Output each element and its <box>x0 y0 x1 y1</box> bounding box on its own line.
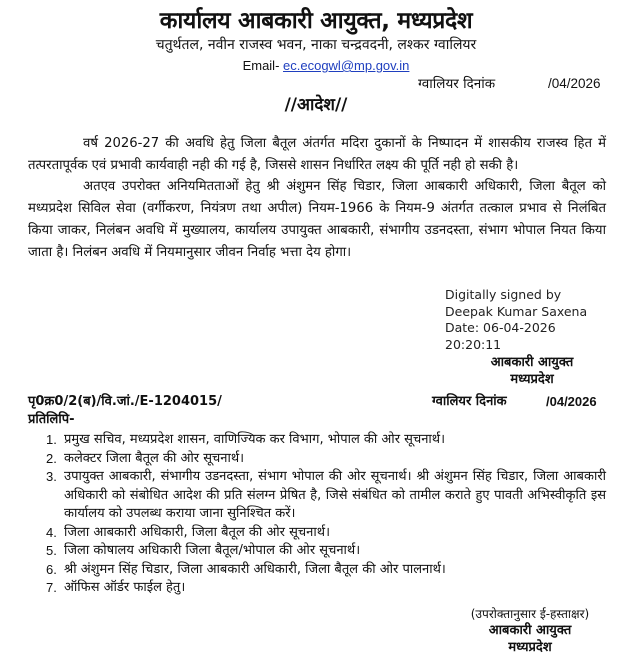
list-text: उपायुक्त आबकारी, संभागीय उडनदस्ता, संभाग भोपाल की ओर सूचनार्थ। श्री अंशुमन सिंह चिडार, जिला आबकारी अधिकारी को संबोधित आदेश की प्रति संलग्न प्रेषित है, जिसे संबंधित को तामील कराते हुए पावती अभिस्वीकृति इस कार्यालय को उपलब्ध कराया जाना सुनिश्चित करें। <box>64 469 606 521</box>
list-item <box>28 450 606 469</box>
endorsement-date: /04/2026 <box>546 394 597 409</box>
list-number: 3. <box>46 469 57 484</box>
list-item <box>28 431 606 450</box>
esign-note: (उपरोक्तानुसार ई-हस्ताक्षर) <box>470 607 590 621</box>
endorsement-place-date-label: ग्वालियर दिनांक <box>432 394 507 409</box>
signatory-block <box>447 354 617 388</box>
email-label: Email- <box>242 58 284 73</box>
list-number: 2. <box>46 450 57 466</box>
list-text: जिला आबकारी अधिकारी, जिला बैतूल की ओर सूचनार्थ। <box>64 524 330 540</box>
email-row <box>0 57 632 75</box>
signer-name: Deepak Kumar Saxena <box>445 303 588 319</box>
list-text: ऑफिस ऑर्डर फाईल हेतु। <box>64 580 186 595</box>
place-date-label: ग्वालियर दिनांक <box>418 76 496 92</box>
signatory-state: मध्यप्रदेश <box>510 372 554 387</box>
signature-time: 20:20:11 <box>445 336 502 352</box>
office-address: चतुर्थतल, नवीन राजस्व भवन, नाका चन्द्रवदनी, लश्कर ग्वालियर <box>155 37 477 53</box>
reference-number: पृ0क्र0/2(ब)/वि.जां./E-1204015/ <box>28 394 222 409</box>
order-heading: //आदेश// <box>284 95 348 115</box>
list-item <box>28 561 606 580</box>
list-text: श्री अंशुमन सिंह चिडार, जिला आबकारी अधिकारी, जिला बैतूल की ओर पालनार्थ। <box>64 561 446 577</box>
digital-signature-block <box>445 287 587 353</box>
endorsement-designation: आबकारी आयुक्त <box>488 623 572 638</box>
list-item <box>28 524 606 543</box>
place-date-row <box>418 74 618 94</box>
list-text: कलेक्टर जिला बैतूल की ओर सूचनार्थ। <box>64 450 245 466</box>
list-item <box>28 542 606 561</box>
order-paragraph-1: वर्ष 2026-27 की अवधि हेतु जिला बैतूल अंतर्गत मदिरा दुकानों के निष्पादन में शासकीय राजस्व हित में तत्परतापूर्वक एवं प्रभावी कार्यवाही नही की गई है, जिससे शासन निर्धारित लक्ष्य की पूर्ति नही हो सकी है। <box>28 136 606 173</box>
list-number: 5. <box>46 543 57 558</box>
list-number: 4. <box>46 524 57 540</box>
copy-to-list <box>28 431 606 598</box>
endorsement-signatory-block <box>445 622 615 656</box>
list-text: जिला कोषालय अधिकारी जिला बैतूल/भोपाल की ओर सूचनार्थ। <box>64 543 361 558</box>
endorsement-state: मध्यप्रदेश <box>508 640 552 655</box>
signatory-designation: आबकारी आयुक्त <box>490 355 574 370</box>
list-number: 7. <box>46 580 57 595</box>
email-link[interactable]: ec.ecogwl@mp.gov.in <box>283 58 410 73</box>
signature-line-1: Digitally signed by <box>445 287 562 302</box>
order-date: /04/2026 <box>548 76 601 91</box>
endorsement-reference-row <box>28 392 608 412</box>
list-number: 6. <box>46 561 57 577</box>
list-item <box>28 468 606 524</box>
list-number: 1. <box>46 432 57 447</box>
signature-date: Date: 06-04-2026 <box>445 320 556 335</box>
order-paragraph-2: अतएव उपरोक्त अनियमितताओं हेतु श्री अंशुमन सिंह चिडार, जिला आबकारी अधिकारी, जिला बैतूल को मध्यप्रदेश सिविल सेवा (वर्गीकरण, नियंत्रण तथा अपील) नियम-1966 के नियम-9 अंतर्गत तत्काल प्रभाव से निलंबित किया जाकर, निलंबन अवधि में मुख्यालय, कार्यालय उपायुक्त आबकारी, संभागीय उडनदस्ता, संभाग भोपाल नियत किया जाता है। निलंबन अवधि में नियमानुसार जीवन निर्वाह भत्ता देय होगा। <box>28 179 606 260</box>
office-title: कार्यालय आबकारी आयुक्त, मध्यप्रदेश <box>159 8 473 34</box>
copy-to-label: प्रतिलिपि- <box>28 412 75 427</box>
list-text: प्रमुख सचिव, मध्यप्रदेश शासन, वाणिज्यिक कर विभाग, भोपाल की ओर सूचनार्थ। <box>64 432 446 447</box>
list-item <box>28 579 606 598</box>
